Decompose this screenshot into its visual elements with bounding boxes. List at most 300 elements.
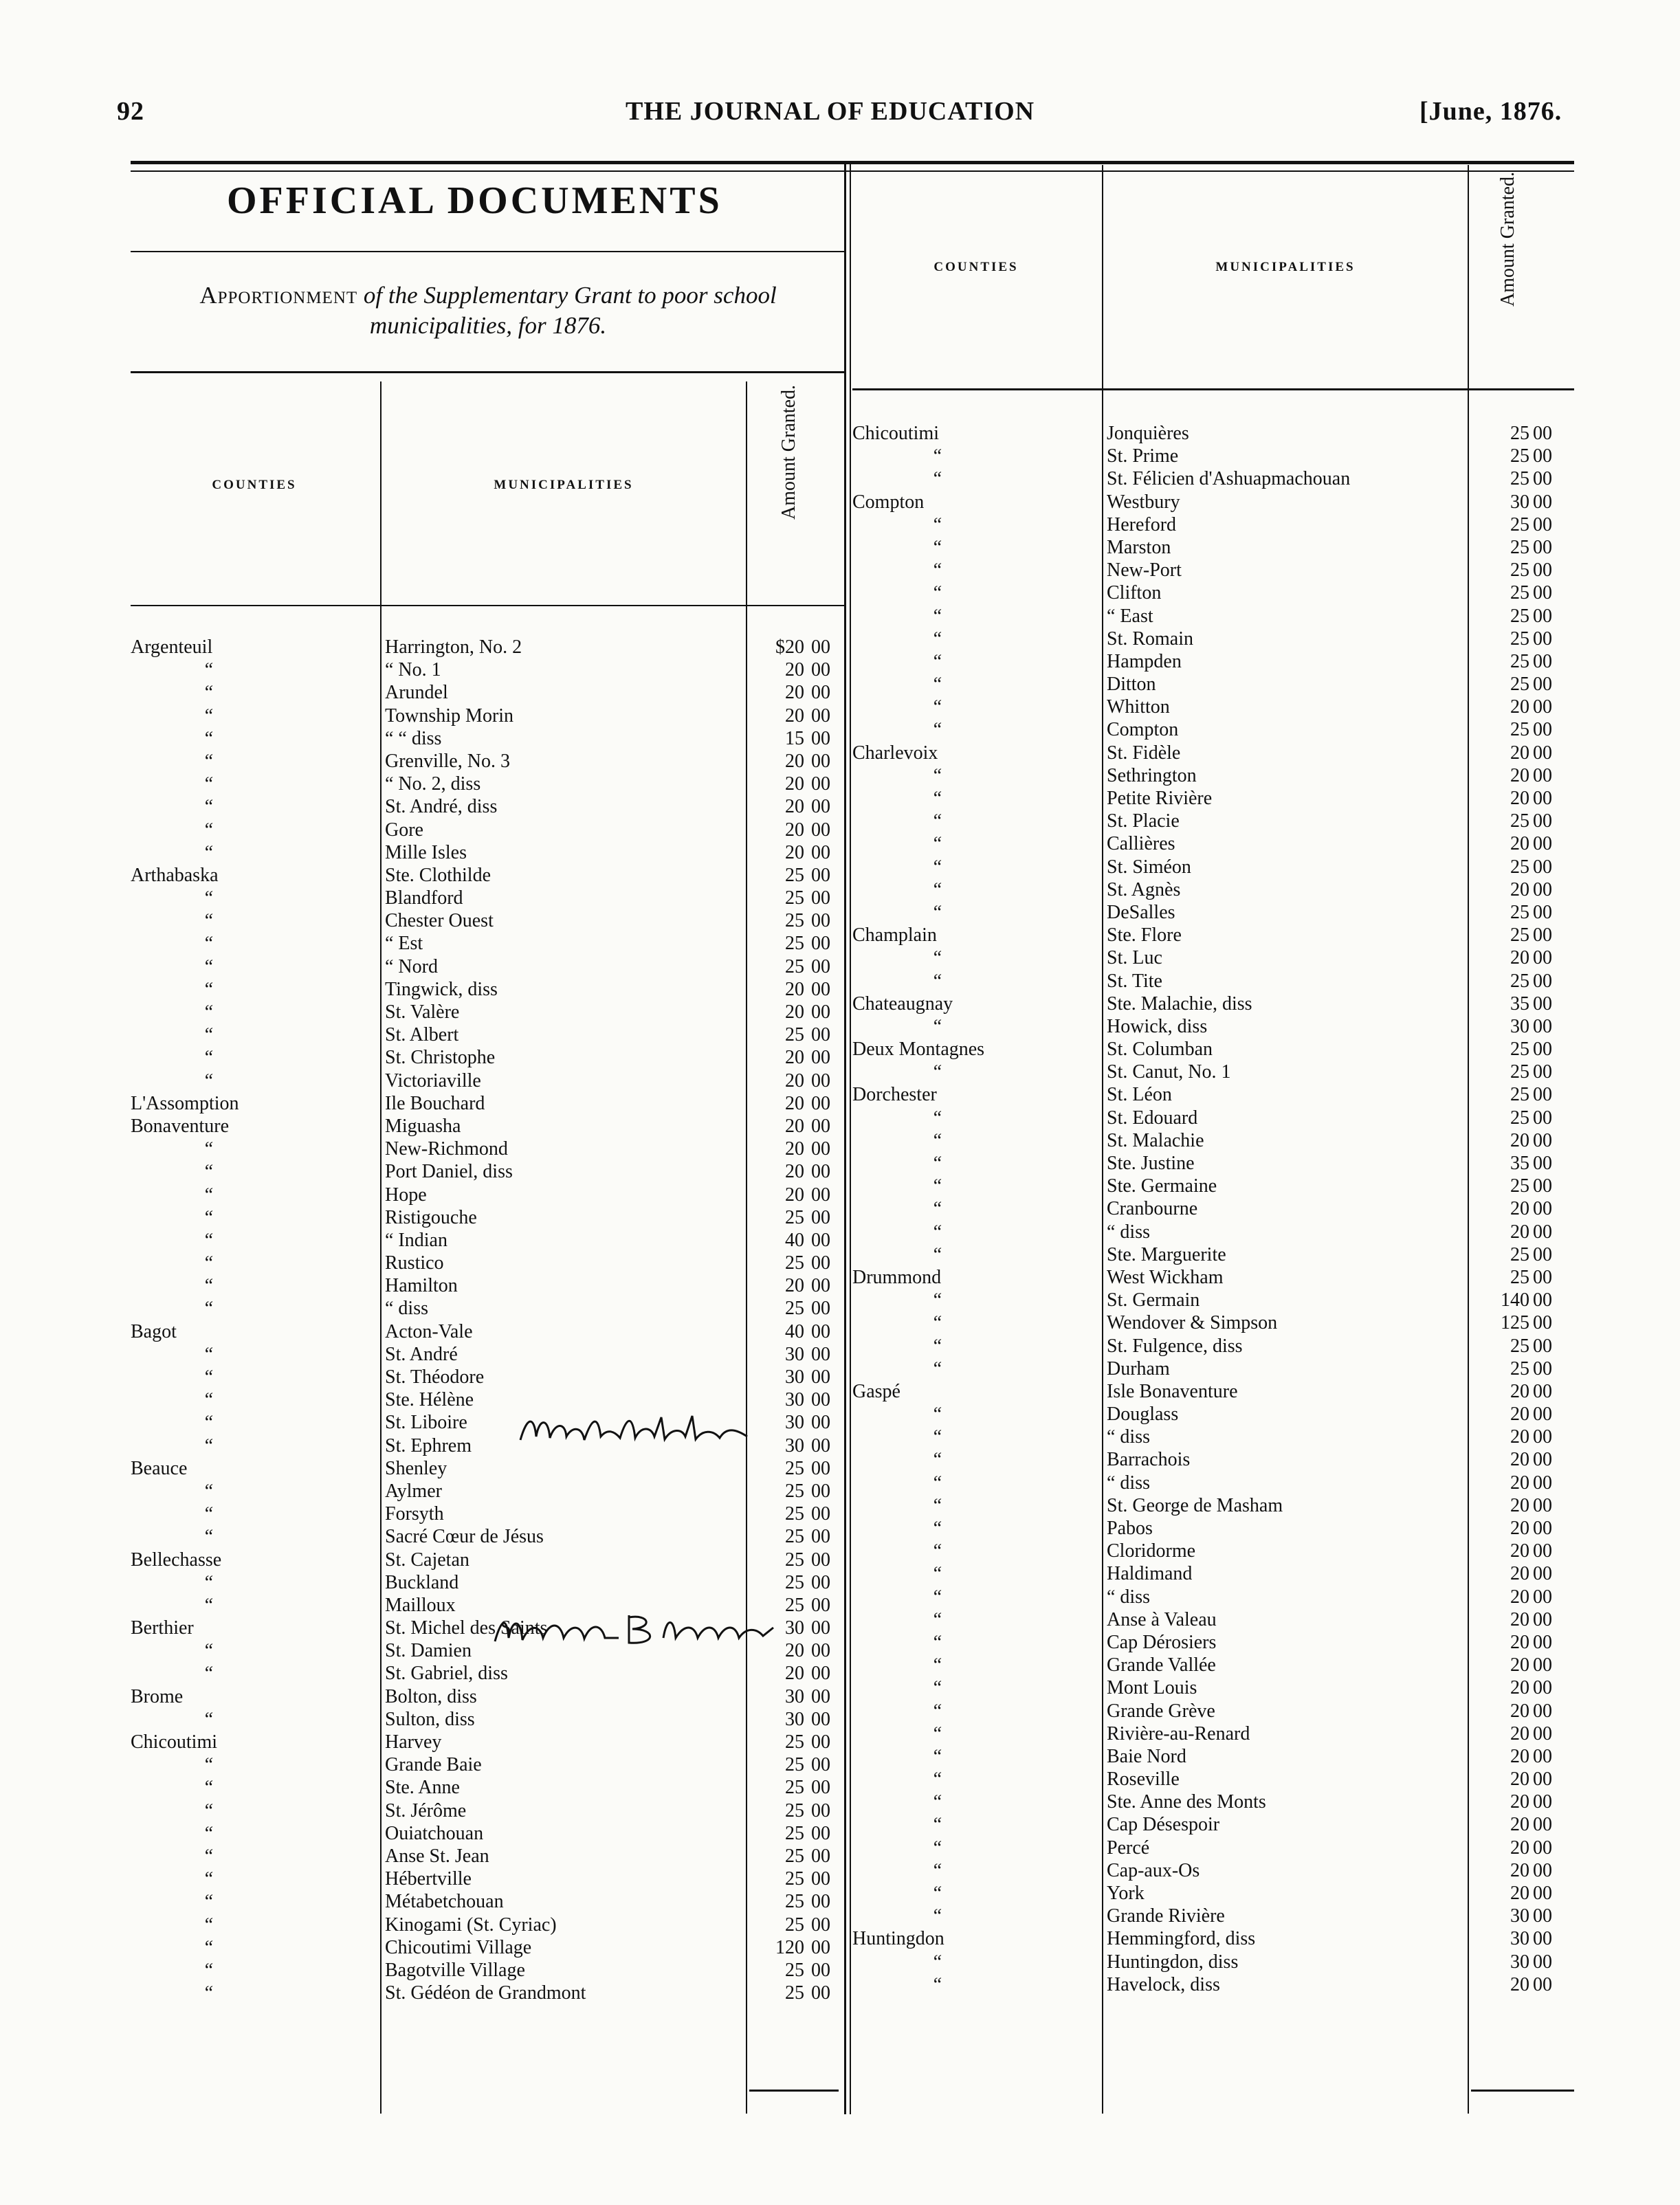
- table-row: [852, 1243, 1574, 1266]
- table-row: [852, 1494, 1574, 1517]
- amount-cents: 00: [1533, 1700, 1552, 1722]
- amount-dollars: $20: [775, 636, 804, 658]
- county-cell: Compton: [852, 491, 925, 513]
- leader-dots: [964, 1927, 1103, 1950]
- leader-dots: [461, 1503, 729, 1525]
- county-cell: “: [203, 1389, 214, 1411]
- municipality-cell: Victoriaville: [385, 1070, 481, 1092]
- table-row: [131, 1343, 845, 1366]
- amount-cents: 00: [811, 1503, 830, 1525]
- left-header-bottom-rule: [131, 605, 845, 606]
- amount-cents: 00: [811, 1229, 830, 1251]
- table-row: [131, 727, 845, 750]
- amount-cents: 00: [811, 1298, 830, 1320]
- amount-dollars: 25: [1510, 924, 1529, 946]
- amount-cents: 00: [1533, 1449, 1552, 1471]
- amount-cents: 00: [811, 1959, 830, 1981]
- amount-dollars: 20: [785, 1138, 804, 1160]
- municipality-cell: Wendover & Simpson: [1107, 1312, 1278, 1334]
- table-row: [852, 1722, 1574, 1745]
- leader-dots: [518, 773, 729, 795]
- amount-dollars: 40: [785, 1229, 804, 1251]
- county-cell: “: [203, 705, 214, 727]
- county-cell: “: [931, 1358, 942, 1379]
- table-row: [131, 1160, 845, 1183]
- amount-cents: 00: [811, 1708, 830, 1730]
- table-row: [852, 581, 1574, 604]
- leader-dots: [1173, 1426, 1454, 1448]
- leader-dots: [509, 1366, 729, 1388]
- municipality-cell: Métabetchouan: [385, 1891, 504, 1913]
- leader-dots: [1182, 718, 1454, 741]
- table-row: [131, 1549, 845, 1571]
- amount-cents: 00: [811, 841, 830, 863]
- leader-dots: [1211, 422, 1454, 445]
- municipality-cell: “ No. 2, diss: [385, 773, 481, 795]
- municipality-cell: Ste. Malachie, diss: [1107, 993, 1252, 1015]
- table-row: [852, 536, 1574, 559]
- leader-dots: [1221, 1289, 1454, 1311]
- municipality-cell: Ouiatchouan: [385, 1822, 484, 1844]
- amount-dollars: 20: [785, 1161, 804, 1183]
- table-row: [131, 681, 845, 704]
- county-cell: “: [931, 1518, 942, 1539]
- amount-cents: 00: [1533, 1039, 1552, 1061]
- county-cell: Huntingdon: [852, 1928, 944, 1950]
- municipality-cell: St. Malachie: [1107, 1129, 1204, 1151]
- journal-title: THE JOURNAL OF EDUCATION: [626, 97, 1035, 126]
- table-row: [852, 1973, 1574, 1996]
- amount-dollars: 20: [1510, 1608, 1529, 1630]
- header-rule-thick: [131, 161, 1574, 164]
- leader-dots: [1279, 1722, 1454, 1745]
- table-row: [852, 1197, 1574, 1220]
- amount-dollars: 25: [1510, 1084, 1529, 1106]
- county-cell: “: [931, 696, 942, 718]
- amount-dollars: 30: [785, 1412, 804, 1434]
- municipality-cell: Chicoutimi Village: [385, 1936, 532, 1958]
- county-cell: Bellechasse: [131, 1549, 222, 1571]
- municipality-cell: Grande Rivière: [1107, 1905, 1225, 1927]
- table-row: [852, 445, 1574, 467]
- leader-dots: [489, 1799, 729, 1822]
- amount-dollars: 25: [1510, 810, 1529, 832]
- county-cell: “: [931, 1608, 942, 1630]
- amount-dollars: 20: [1510, 1654, 1529, 1676]
- amount-cents: 00: [811, 1457, 830, 1479]
- amount-dollars: 20: [785, 819, 804, 841]
- leader-dots: [190, 1685, 381, 1708]
- amount-cents: 00: [811, 1663, 830, 1685]
- amount-cents: 00: [811, 1252, 830, 1274]
- amount-cents: 00: [811, 1024, 830, 1046]
- municipality-cell: St. Prime: [1107, 445, 1179, 467]
- amount-dollars: 20: [1510, 1518, 1529, 1539]
- amount-cents: 00: [1533, 1335, 1552, 1357]
- table-row: [852, 1882, 1574, 1905]
- table-row: [852, 491, 1574, 513]
- table-row: [131, 1708, 845, 1731]
- leader-dots: [499, 1868, 729, 1890]
- amount-dollars: 25: [785, 1891, 804, 1913]
- handwritten-signature-1: [517, 1409, 751, 1457]
- leader-dots: [1250, 787, 1454, 810]
- amount-dollars: 20: [1510, 1791, 1529, 1813]
- county-cell: “: [931, 833, 942, 855]
- county-cell: “: [931, 1586, 942, 1608]
- municipality-cell: Havelock, diss: [1107, 1973, 1220, 1995]
- table-row: [131, 1184, 845, 1206]
- amount-dollars: 20: [785, 1115, 804, 1137]
- leader-dots: [1173, 605, 1454, 628]
- municipality-cell: York: [1107, 1883, 1145, 1904]
- leader-dots: [1202, 832, 1454, 855]
- table-row: [131, 1799, 845, 1822]
- leader-dots: [489, 1001, 729, 1023]
- amount-dollars: 20: [785, 796, 804, 818]
- municipality-cell: Forsyth: [385, 1503, 444, 1525]
- table-row: [131, 1297, 845, 1320]
- county-cell: “: [203, 796, 214, 818]
- amount-dollars: 20: [785, 1640, 804, 1662]
- municipality-cell: St. Fidèle: [1107, 742, 1181, 764]
- leader-dots: [252, 1549, 381, 1571]
- leader-dots: [1288, 1311, 1454, 1334]
- county-cell: “: [203, 841, 214, 863]
- municipality-cell: Bolton, diss: [385, 1685, 477, 1707]
- county-cell: “: [931, 1883, 942, 1904]
- amount-dollars: 20: [785, 773, 804, 795]
- county-cell: “: [203, 1799, 214, 1821]
- municipality-cell: Acton-Vale: [385, 1320, 473, 1342]
- leader-dots: [566, 1959, 729, 1982]
- amount-dollars: 20: [1510, 1631, 1529, 1653]
- subtitle: [131, 280, 845, 341]
- county-cell: “: [203, 1936, 214, 1958]
- table-row: [852, 1358, 1574, 1380]
- county-cell: “: [931, 1061, 942, 1083]
- amount-dollars: 20: [1510, 1563, 1529, 1585]
- amount-cents: 00: [811, 819, 830, 841]
- leader-dots: [1182, 946, 1454, 969]
- leader-dots: [1182, 536, 1454, 559]
- leader-dots: [1182, 696, 1454, 718]
- leader-dots: [1221, 764, 1454, 787]
- municipality-cell: “ “ diss: [385, 727, 442, 749]
- leader-dots: [480, 887, 729, 909]
- amount-dollars: 25: [785, 1457, 804, 1479]
- leader-dots: [1173, 1358, 1454, 1380]
- leader-dots: [1211, 1859, 1454, 1882]
- center-divider-b: [850, 162, 851, 2114]
- left-header-municipalities: MUNICIPALITIES: [494, 478, 634, 492]
- leader-dots: [509, 1685, 729, 1708]
- amount-cents: 00: [811, 1047, 830, 1069]
- county-cell: “: [203, 1526, 214, 1548]
- amount-cents: 00: [1533, 1129, 1552, 1151]
- issue-date: [June, 1876.: [1419, 97, 1562, 126]
- county-cell: “: [931, 1335, 942, 1357]
- county-cell: “: [203, 727, 214, 749]
- amount-cents: 00: [1533, 1883, 1552, 1904]
- amount-dollars: 25: [785, 1298, 804, 1320]
- amount-cents: 00: [811, 1480, 830, 1502]
- leader-dots: [1279, 1927, 1454, 1950]
- leader-dots: [943, 1266, 1103, 1289]
- table-row: [131, 1046, 845, 1069]
- amount-dollars: 20: [785, 1047, 804, 1069]
- municipality-cell: St. Placie: [1107, 810, 1180, 832]
- table-row: [131, 1457, 845, 1480]
- county-cell: “: [203, 1868, 214, 1890]
- amount-cents: 00: [1533, 1745, 1552, 1767]
- amount-dollars: 20: [1510, 1198, 1529, 1220]
- county-cell: “: [931, 445, 942, 467]
- table-row: [852, 1015, 1574, 1038]
- amount-dollars: 25: [785, 1549, 804, 1571]
- municipality-cell: New-Richmond: [385, 1138, 508, 1160]
- leader-dots: [557, 1662, 729, 1685]
- amount-cents: 00: [811, 1138, 830, 1160]
- municipality-cell: Blandford: [385, 887, 463, 909]
- table-row: [852, 1676, 1574, 1699]
- table-row: [852, 1175, 1574, 1197]
- county-cell: “: [931, 1905, 942, 1927]
- leader-dots: [1269, 1951, 1454, 1973]
- municipality-cell: St. Edouard: [1107, 1107, 1198, 1129]
- table-row: [131, 1092, 845, 1115]
- county-cell: “: [931, 1494, 942, 1516]
- amount-dollars: 30: [785, 1708, 804, 1730]
- amount-dollars: 25: [785, 887, 804, 909]
- amount-cents: 00: [1533, 423, 1552, 444]
- municipality-cell: Howick, diss: [1107, 1015, 1208, 1037]
- municipality-cell: Anse St. Jean: [385, 1845, 489, 1867]
- table-row: [852, 1859, 1574, 1882]
- amount-cents: 00: [811, 1343, 830, 1365]
- leader-dots: [432, 819, 729, 841]
- municipality-cell: Tingwick, diss: [385, 978, 498, 1000]
- municipality-cell: Marston: [1107, 536, 1171, 558]
- county-cell: “: [203, 1571, 214, 1593]
- county-cell: “: [931, 605, 942, 627]
- amount-cents: 00: [1533, 764, 1552, 786]
- municipality-cell: St. Cajetan: [385, 1549, 469, 1571]
- amount-dollars: 20: [1510, 1221, 1529, 1243]
- amount-cents: 00: [811, 796, 830, 818]
- amount-cents: 00: [811, 1891, 830, 1913]
- amount-cents: 00: [811, 1571, 830, 1593]
- amount-dollars: 20: [1510, 878, 1529, 900]
- county-cell: “: [931, 1449, 942, 1471]
- county-cell: “: [203, 1959, 214, 1981]
- county-cell: “: [931, 1973, 942, 1995]
- municipality-cell: Ste. Germaine: [1107, 1175, 1217, 1197]
- amount-cents: 00: [1533, 1107, 1552, 1129]
- amount-dollars: 30: [1510, 1015, 1529, 1037]
- county-cell: “: [203, 933, 214, 955]
- amount-cents: 00: [1533, 1608, 1552, 1630]
- county-cell: “: [931, 674, 942, 696]
- amount-cents: 00: [1533, 1905, 1552, 1927]
- amount-cents: 00: [811, 1366, 830, 1388]
- county-cell: “: [931, 582, 942, 604]
- county-cell: “: [931, 856, 942, 878]
- amount-dollars: 20: [1510, 1449, 1529, 1471]
- leader-dots: [1192, 1403, 1454, 1426]
- leader-dots: [1173, 1221, 1454, 1243]
- leader-dots: [499, 1206, 729, 1229]
- amount-dollars: 25: [1510, 1335, 1529, 1357]
- amount-dollars: 40: [785, 1320, 804, 1342]
- amount-cents: 00: [1533, 1221, 1552, 1243]
- municipality-cell: Cap Désespoir: [1107, 1814, 1220, 1836]
- table-row: [852, 467, 1574, 490]
- amount-cents: 00: [811, 1845, 830, 1867]
- amount-dollars: 20: [1510, 788, 1529, 809]
- amount-dollars: 25: [785, 1754, 804, 1776]
- amount-cents: 00: [1533, 1973, 1552, 1995]
- municipality-cell: St. Fulgence, diss: [1107, 1335, 1243, 1357]
- municipality-cell: Ste. Marguerite: [1107, 1243, 1226, 1265]
- amount-cents: 00: [1533, 810, 1552, 832]
- table-row: [131, 1503, 845, 1525]
- county-cell: “: [203, 1070, 214, 1092]
- amount-cents: 00: [1533, 1837, 1552, 1859]
- amount-dollars: 25: [1510, 559, 1529, 581]
- table-row: [131, 864, 845, 887]
- table-row: [852, 1905, 1574, 1927]
- leader-dots: [499, 841, 729, 864]
- amount-dollars: 25: [785, 1777, 804, 1799]
- amount-dollars: 20: [785, 841, 804, 863]
- amount-dollars: 30: [1510, 1928, 1529, 1950]
- leader-dots: [576, 1525, 729, 1548]
- amount-dollars: 25: [1510, 901, 1529, 923]
- leader-dots: [1240, 1608, 1454, 1631]
- amount-dollars: 25: [1510, 582, 1529, 604]
- county-cell: Berthier: [131, 1617, 194, 1639]
- table-row: [131, 636, 845, 658]
- right-header-bottom-rule: [852, 388, 1574, 390]
- amount-dollars: 25: [785, 1594, 804, 1616]
- table-row: [852, 832, 1574, 855]
- amount-cents: 00: [811, 1275, 830, 1297]
- leader-dots: [1307, 1494, 1454, 1517]
- municipality-cell: St. Tite: [1107, 970, 1162, 992]
- amount-cents: 00: [1533, 582, 1552, 604]
- amount-dollars: 25: [1510, 1175, 1529, 1197]
- county-cell: “: [203, 1298, 214, 1320]
- municipality-cell: Cap Dérosiers: [1107, 1631, 1217, 1653]
- right-header-municipalities: MUNICIPALITIES: [1215, 260, 1356, 274]
- table-row: [852, 924, 1574, 946]
- county-cell: “: [931, 1243, 942, 1265]
- table-row: [852, 422, 1574, 445]
- amount-cents: 00: [1533, 650, 1552, 672]
- leader-dots: [509, 1708, 729, 1731]
- leader-dots: [470, 1229, 729, 1252]
- county-cell: “: [931, 1426, 942, 1448]
- leader-dots: [1173, 673, 1454, 696]
- municipality-cell: St. Jérôme: [385, 1799, 467, 1821]
- amount-cents: 00: [1533, 1426, 1552, 1448]
- municipality-cell: St. Christophe: [385, 1047, 496, 1069]
- leader-dots: [451, 1297, 729, 1320]
- table-row: [852, 1380, 1574, 1403]
- amount-cents: 00: [1533, 1631, 1552, 1653]
- municipality-cell: Mille Isles: [385, 841, 467, 863]
- county-cell: “: [203, 1503, 214, 1525]
- handwritten-signature-2: [491, 1607, 780, 1655]
- municipality-cell: St. Luc: [1107, 947, 1162, 969]
- leader-dots: [528, 864, 729, 887]
- amount-cents: 00: [1533, 1586, 1552, 1608]
- table-row: [131, 932, 845, 955]
- amount-cents: 00: [811, 910, 830, 932]
- municipality-cell: Mailloux: [385, 1594, 456, 1616]
- amount-dollars: 25: [1510, 1358, 1529, 1379]
- county-cell: “: [931, 901, 942, 923]
- amount-dollars: 20: [1510, 1586, 1529, 1608]
- amount-dollars: 20: [785, 1663, 804, 1685]
- amount-cents: 00: [811, 1594, 830, 1616]
- leader-dots: [509, 1138, 729, 1160]
- table-row: [131, 1115, 845, 1138]
- table-row: [852, 1221, 1574, 1243]
- amount-dollars: 25: [1510, 856, 1529, 878]
- table-row: [852, 810, 1574, 832]
- municipality-cell: St. Valère: [385, 1001, 460, 1023]
- county-cell: “: [203, 1754, 214, 1776]
- amount-cents: 00: [1533, 901, 1552, 923]
- amount-cents: 00: [811, 1777, 830, 1799]
- amount-dollars: 25: [1510, 445, 1529, 467]
- municipality-cell: Ste. Flore: [1107, 924, 1182, 946]
- county-cell: “: [203, 750, 214, 772]
- municipality-cell: Sacré Cœur de Jésus: [385, 1526, 544, 1548]
- table-row: [131, 750, 845, 773]
- table-row: [131, 1366, 845, 1388]
- leader-dots: [528, 705, 729, 727]
- right-table-body: [852, 422, 1574, 1996]
- amount-cents: 00: [1533, 1769, 1552, 1791]
- amount-cents: 00: [811, 1434, 830, 1456]
- county-cell: Argenteuil: [131, 636, 213, 658]
- county-cell: “: [931, 1107, 942, 1129]
- table-row: [852, 1426, 1574, 1448]
- table-row: [131, 1571, 845, 1594]
- county-cell: “: [203, 1708, 214, 1730]
- municipality-cell: Haldimand: [1107, 1563, 1193, 1585]
- amount-cents: 00: [811, 1799, 830, 1821]
- leader-dots: [1211, 1540, 1454, 1562]
- table-row: [852, 1083, 1574, 1106]
- amount-dollars: 20: [1510, 742, 1529, 764]
- county-cell: “: [203, 773, 214, 795]
- municipality-cell: St. Columban: [1107, 1039, 1213, 1061]
- municipality-cell: DeSalles: [1107, 901, 1175, 923]
- county-cell: “: [931, 947, 942, 969]
- municipality-cell: St. Siméon: [1107, 856, 1191, 878]
- municipality-cell: Ile Bouchard: [385, 1092, 485, 1114]
- county-cell: “: [931, 1631, 942, 1653]
- leader-dots: [190, 1320, 381, 1343]
- amount-cents: 00: [1533, 1518, 1552, 1539]
- county-cell: “: [931, 719, 942, 741]
- leader-dots: [1211, 1676, 1454, 1699]
- table-row: [131, 1070, 845, 1092]
